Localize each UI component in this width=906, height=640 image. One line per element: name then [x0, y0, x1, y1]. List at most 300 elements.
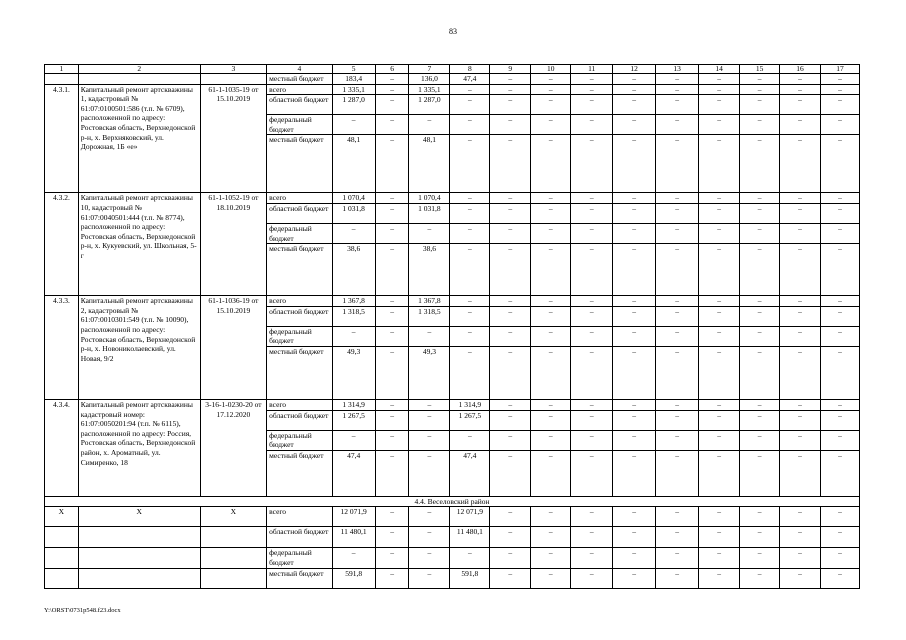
value-cell: –	[531, 410, 571, 430]
value-cell: –	[531, 326, 571, 346]
value-cell: –	[490, 399, 531, 410]
value-cell: –	[375, 548, 409, 568]
value-cell: –	[450, 346, 490, 399]
value-cell: –	[332, 115, 375, 135]
value-cell: –	[613, 95, 656, 115]
empty-cell	[45, 527, 79, 548]
project-document: 61-1-1035-19 от 15.10.2019	[200, 84, 267, 193]
column-header: 4	[267, 65, 333, 74]
value-cell: –	[571, 568, 613, 588]
file-path-footer: Y:\ORST\0731p548.f23.docx	[44, 607, 121, 614]
value-cell: –	[613, 326, 656, 346]
value-cell: –	[375, 95, 409, 115]
column-header: 13	[656, 65, 699, 74]
value-cell: –	[740, 115, 780, 135]
value-cell: –	[780, 244, 821, 296]
value-cell: 1 267,5	[332, 410, 375, 430]
value-cell: –	[821, 548, 860, 568]
value-cell: –	[531, 74, 571, 85]
value-cell: –	[821, 203, 860, 223]
value-cell: –	[780, 410, 821, 430]
row-label: всего	[267, 296, 333, 307]
value-cell: –	[571, 326, 613, 346]
project-number: 4.3.4.	[45, 399, 79, 496]
value-cell: 1 031,8	[332, 203, 375, 223]
value-cell: –	[740, 410, 780, 430]
value-cell: 1 318,5	[332, 306, 375, 326]
value-cell: –	[821, 507, 860, 527]
value-cell: –	[656, 95, 699, 115]
value-cell: –	[490, 346, 531, 399]
row-label: местный бюджет	[267, 450, 333, 496]
value-cell: –	[656, 548, 699, 568]
value-cell: –	[531, 95, 571, 115]
value-cell: –	[613, 507, 656, 527]
top-continuation-row	[45, 74, 860, 85]
empty-cell	[78, 527, 200, 548]
empty-cell	[200, 527, 267, 548]
value-cell: 591,8	[332, 568, 375, 588]
value-cell: –	[571, 223, 613, 243]
value-cell: –	[780, 296, 821, 307]
row-label: местный бюджет	[267, 74, 333, 85]
value-cell: –	[780, 326, 821, 346]
value-cell: –	[409, 527, 450, 548]
value-cell: –	[656, 74, 699, 85]
value-cell: –	[375, 326, 409, 346]
value-cell: –	[699, 95, 740, 115]
value-cell: –	[571, 203, 613, 223]
row-label: федеральный бюджет	[267, 223, 333, 243]
value-cell: –	[450, 326, 490, 346]
empty-cell	[45, 548, 79, 568]
value-cell: –	[375, 84, 409, 95]
value-cell: –	[375, 74, 409, 85]
value-cell: 12 071,9	[332, 507, 375, 527]
value-cell: 47,4	[332, 450, 375, 496]
value-cell: –	[375, 135, 409, 193]
value-cell: –	[740, 568, 780, 588]
value-cell: –	[531, 430, 571, 450]
value-cell: –	[740, 399, 780, 410]
value-cell: –	[490, 223, 531, 243]
row-label: федеральный бюджет	[267, 548, 333, 568]
value-cell: –	[571, 135, 613, 193]
value-cell: –	[531, 450, 571, 496]
value-cell: 49,3	[332, 346, 375, 399]
value-cell: –	[490, 306, 531, 326]
value-cell: –	[450, 115, 490, 135]
value-cell: –	[450, 95, 490, 115]
value-cell: –	[490, 568, 531, 588]
value-cell: 11 480,1	[450, 527, 490, 548]
value-cell: –	[490, 430, 531, 450]
value-cell: –	[821, 95, 860, 115]
value-cell: –	[375, 244, 409, 296]
row-label: федеральный бюджет	[267, 430, 333, 450]
value-cell: –	[699, 203, 740, 223]
value-cell: –	[699, 568, 740, 588]
value-cell: –	[656, 193, 699, 204]
row-label: всего	[267, 507, 333, 527]
value-cell: –	[780, 95, 821, 115]
value-cell: –	[450, 306, 490, 326]
value-cell: –	[409, 548, 450, 568]
value-cell: –	[740, 450, 780, 496]
value-cell: –	[821, 527, 860, 548]
value-cell: –	[490, 326, 531, 346]
value-cell: –	[375, 450, 409, 496]
value-cell: 47,4	[450, 450, 490, 496]
value-cell: –	[613, 203, 656, 223]
value-cell: –	[780, 430, 821, 450]
value-cell: –	[490, 296, 531, 307]
value-cell: –	[699, 399, 740, 410]
value-cell: –	[656, 527, 699, 548]
value-cell: –	[450, 548, 490, 568]
value-cell: –	[699, 115, 740, 135]
value-cell: –	[740, 84, 780, 95]
value-cell: –	[780, 399, 821, 410]
value-cell: –	[656, 135, 699, 193]
value-cell: –	[699, 296, 740, 307]
value-cell: –	[780, 450, 821, 496]
value-cell: –	[409, 115, 450, 135]
value-cell: –	[780, 223, 821, 243]
value-cell: –	[821, 135, 860, 193]
value-cell: –	[490, 193, 531, 204]
value-cell: –	[821, 296, 860, 307]
value-cell: –	[780, 135, 821, 193]
value-cell: –	[699, 306, 740, 326]
value-cell: –	[740, 244, 780, 296]
value-cell: –	[450, 223, 490, 243]
value-cell: –	[450, 296, 490, 307]
value-cell: –	[780, 193, 821, 204]
x-mark: X	[200, 507, 267, 527]
empty-cell	[200, 568, 267, 588]
value-cell: –	[450, 203, 490, 223]
column-header: 11	[571, 65, 613, 74]
value-cell: –	[375, 306, 409, 326]
value-cell: –	[450, 430, 490, 450]
value-cell: –	[699, 410, 740, 430]
column-header: 3	[200, 65, 267, 74]
project-name: Капитальный ремонт артскважины кадастровый номер: 61:07:0050201:94 (т.п. № 6115), расположенной по адресу: Россия, Ростовская область, Верхнедонской район, х. Ароматный, ул. Симиренко, 18	[78, 399, 200, 496]
value-cell: –	[780, 115, 821, 135]
value-cell: –	[375, 115, 409, 135]
value-cell: –	[571, 193, 613, 204]
value-cell: –	[740, 326, 780, 346]
value-cell: –	[740, 193, 780, 204]
value-cell: –	[375, 203, 409, 223]
value-cell: –	[531, 346, 571, 399]
row-label: местный бюджет	[267, 346, 333, 399]
value-cell: –	[332, 430, 375, 450]
project-row	[45, 296, 860, 307]
value-cell: –	[780, 548, 821, 568]
project-document: 61-1-1052-19 от 18.10.2019	[200, 193, 267, 296]
value-cell: –	[780, 507, 821, 527]
summary-row	[45, 507, 860, 527]
value-cell: –	[699, 193, 740, 204]
value-cell: –	[531, 193, 571, 204]
value-cell: –	[613, 430, 656, 450]
row-label: местный бюджет	[267, 568, 333, 588]
value-cell: 1 335,1	[332, 84, 375, 95]
value-cell: 1 287,0	[332, 95, 375, 115]
value-cell: –	[656, 410, 699, 430]
value-cell: –	[821, 193, 860, 204]
value-cell: –	[490, 74, 531, 85]
column-header: 6	[375, 65, 409, 74]
empty-cell	[78, 548, 200, 568]
value-cell: –	[613, 527, 656, 548]
value-cell: –	[740, 135, 780, 193]
value-cell: –	[656, 507, 699, 527]
value-cell: –	[613, 84, 656, 95]
value-cell: –	[490, 115, 531, 135]
value-cell: –	[613, 244, 656, 296]
value-cell: –	[821, 399, 860, 410]
page-number: 83	[449, 27, 457, 36]
value-cell: –	[613, 193, 656, 204]
value-cell: –	[490, 450, 531, 496]
value-cell: –	[531, 399, 571, 410]
column-header: 2	[78, 65, 200, 74]
empty-cell	[45, 568, 79, 588]
value-cell: –	[375, 568, 409, 588]
value-cell: –	[409, 568, 450, 588]
value-cell: –	[490, 84, 531, 95]
column-header: 12	[613, 65, 656, 74]
value-cell: –	[375, 399, 409, 410]
column-header: 15	[740, 65, 780, 74]
value-cell: –	[571, 74, 613, 85]
value-cell: –	[821, 410, 860, 430]
value-cell: –	[571, 527, 613, 548]
value-cell: –	[409, 430, 450, 450]
column-header: 10	[531, 65, 571, 74]
value-cell: 1 267,5	[450, 410, 490, 430]
value-cell: –	[699, 223, 740, 243]
value-cell: –	[531, 568, 571, 588]
value-cell: –	[490, 548, 531, 568]
column-header: 17	[821, 65, 860, 74]
value-cell: –	[821, 450, 860, 496]
value-cell: –	[613, 450, 656, 496]
row-label: областной бюджет	[267, 203, 333, 223]
project-document: 61-1-1036-19 от 15.10.2019	[200, 296, 267, 400]
value-cell: –	[740, 430, 780, 450]
value-cell: –	[531, 84, 571, 95]
value-cell: –	[699, 326, 740, 346]
value-cell: –	[780, 346, 821, 399]
value-cell: –	[656, 306, 699, 326]
value-cell: –	[656, 84, 699, 95]
project-row	[45, 193, 860, 204]
value-cell: 1 367,8	[409, 296, 450, 307]
value-cell: –	[613, 399, 656, 410]
value-cell: –	[531, 527, 571, 548]
value-cell: –	[780, 74, 821, 85]
value-cell: 1 070,4	[409, 193, 450, 204]
value-cell: –	[699, 346, 740, 399]
value-cell: –	[740, 548, 780, 568]
value-cell: –	[821, 84, 860, 95]
value-cell: –	[780, 203, 821, 223]
value-cell: –	[613, 548, 656, 568]
value-cell: –	[699, 244, 740, 296]
value-cell: –	[656, 115, 699, 135]
project-name: Капитальный ремонт артскважины 1, кадастровый № 61:07:0100501:586 (т.п. № 6709), расположенной по адресу: Ростовская область, Верхнедонской р-н, х. Верхняковский, ул. Дорожная, 1Б «е»	[78, 84, 200, 193]
value-cell: –	[699, 74, 740, 85]
value-cell: –	[780, 84, 821, 95]
value-cell: –	[656, 568, 699, 588]
value-cell: –	[490, 203, 531, 223]
value-cell: –	[571, 507, 613, 527]
value-cell: –	[571, 244, 613, 296]
value-cell: –	[699, 527, 740, 548]
value-cell: 136,0	[409, 74, 450, 85]
value-cell: 12 071,9	[450, 507, 490, 527]
value-cell: –	[531, 115, 571, 135]
value-cell: –	[531, 223, 571, 243]
value-cell: –	[656, 326, 699, 346]
value-cell: 49,3	[409, 346, 450, 399]
column-header: 1	[45, 65, 79, 74]
value-cell: –	[450, 193, 490, 204]
value-cell: –	[490, 410, 531, 430]
value-cell: –	[699, 430, 740, 450]
value-cell: –	[656, 223, 699, 243]
value-cell: –	[740, 223, 780, 243]
value-cell: –	[571, 296, 613, 307]
value-cell: –	[780, 568, 821, 588]
value-cell: –	[531, 306, 571, 326]
value-cell: –	[613, 296, 656, 307]
value-cell: –	[740, 74, 780, 85]
value-cell: –	[450, 244, 490, 296]
value-cell: –	[699, 507, 740, 527]
column-header: 9	[490, 65, 531, 74]
value-cell: –	[821, 223, 860, 243]
x-mark: X	[45, 507, 79, 527]
value-cell: 11 480,1	[332, 527, 375, 548]
section-row	[45, 496, 860, 507]
project-number: 4.3.1.	[45, 84, 79, 193]
row-label: областной бюджет	[267, 527, 333, 548]
value-cell: –	[409, 399, 450, 410]
row-label: местный бюджет	[267, 135, 333, 193]
value-cell: 1 031,8	[409, 203, 450, 223]
column-header: 7	[409, 65, 450, 74]
project-number: 4.3.3.	[45, 296, 79, 400]
value-cell: –	[450, 84, 490, 95]
row-label: областной бюджет	[267, 95, 333, 115]
value-cell: –	[821, 306, 860, 326]
value-cell: –	[409, 326, 450, 346]
value-cell: –	[409, 223, 450, 243]
value-cell: –	[531, 548, 571, 568]
project-row	[45, 399, 860, 410]
project-name: Капитальный ремонт артскважины 10, кадастровый № 61:07:0040501:444 (т.п. № 8774), расположенной по адресу: Ростовская область, Верхнедонской р-н, х. Кукуевский, ул. Школьная, 5-г	[78, 193, 200, 296]
value-cell: –	[375, 223, 409, 243]
value-cell: –	[740, 95, 780, 115]
value-cell: –	[613, 223, 656, 243]
value-cell: –	[571, 430, 613, 450]
empty-cell	[78, 568, 200, 588]
value-cell: –	[409, 507, 450, 527]
value-cell: 38,6	[409, 244, 450, 296]
value-cell: 1 314,9	[450, 399, 490, 410]
value-cell: –	[571, 84, 613, 95]
value-cell: –	[740, 306, 780, 326]
row-label: всего	[267, 193, 333, 204]
value-cell: –	[821, 430, 860, 450]
value-cell: –	[375, 410, 409, 430]
value-cell: –	[375, 296, 409, 307]
value-cell: –	[740, 527, 780, 548]
value-cell: –	[821, 326, 860, 346]
value-cell: –	[740, 507, 780, 527]
budget-table	[44, 64, 860, 589]
empty-cell	[200, 548, 267, 568]
value-cell: –	[375, 430, 409, 450]
value-cell: –	[571, 450, 613, 496]
value-cell: –	[531, 244, 571, 296]
value-cell: –	[613, 74, 656, 85]
value-cell: –	[571, 346, 613, 399]
value-cell: –	[780, 527, 821, 548]
value-cell: 1 335,1	[409, 84, 450, 95]
row-label: федеральный бюджет	[267, 115, 333, 135]
column-header: 14	[699, 65, 740, 74]
value-cell: –	[571, 306, 613, 326]
value-cell: 1 314,9	[332, 399, 375, 410]
value-cell: –	[613, 306, 656, 326]
value-cell: 1 070,4	[332, 193, 375, 204]
column-header: 8	[450, 65, 490, 74]
value-cell: –	[450, 135, 490, 193]
value-cell: –	[740, 346, 780, 399]
value-cell: –	[699, 84, 740, 95]
project-row	[45, 84, 860, 95]
value-cell: –	[332, 548, 375, 568]
project-number: 4.3.2.	[45, 193, 79, 296]
value-cell: –	[531, 296, 571, 307]
value-cell: 48,1	[332, 135, 375, 193]
value-cell: –	[332, 223, 375, 243]
value-cell: –	[613, 568, 656, 588]
value-cell: 47,4	[450, 74, 490, 85]
value-cell: –	[699, 548, 740, 568]
value-cell: –	[490, 95, 531, 115]
value-cell: –	[821, 244, 860, 296]
value-cell: –	[571, 548, 613, 568]
value-cell: –	[409, 450, 450, 496]
value-cell: –	[740, 296, 780, 307]
project-name: Капитальный ремонт артскважины 2, кадастровый № 61:07:0010301:549 (т.п. № 10090), расположенной по адресу: Ростовская область, Верхнедонской р-н, х. Новоникoлаевский, ул. Новая, 9/2	[78, 296, 200, 400]
value-cell: –	[821, 74, 860, 85]
value-cell: –	[531, 507, 571, 527]
row-label: областной бюджет	[267, 410, 333, 430]
value-cell: 183,4	[332, 74, 375, 85]
value-cell: –	[656, 399, 699, 410]
summary-row	[45, 548, 860, 568]
value-cell: –	[699, 450, 740, 496]
value-cell: –	[613, 410, 656, 430]
